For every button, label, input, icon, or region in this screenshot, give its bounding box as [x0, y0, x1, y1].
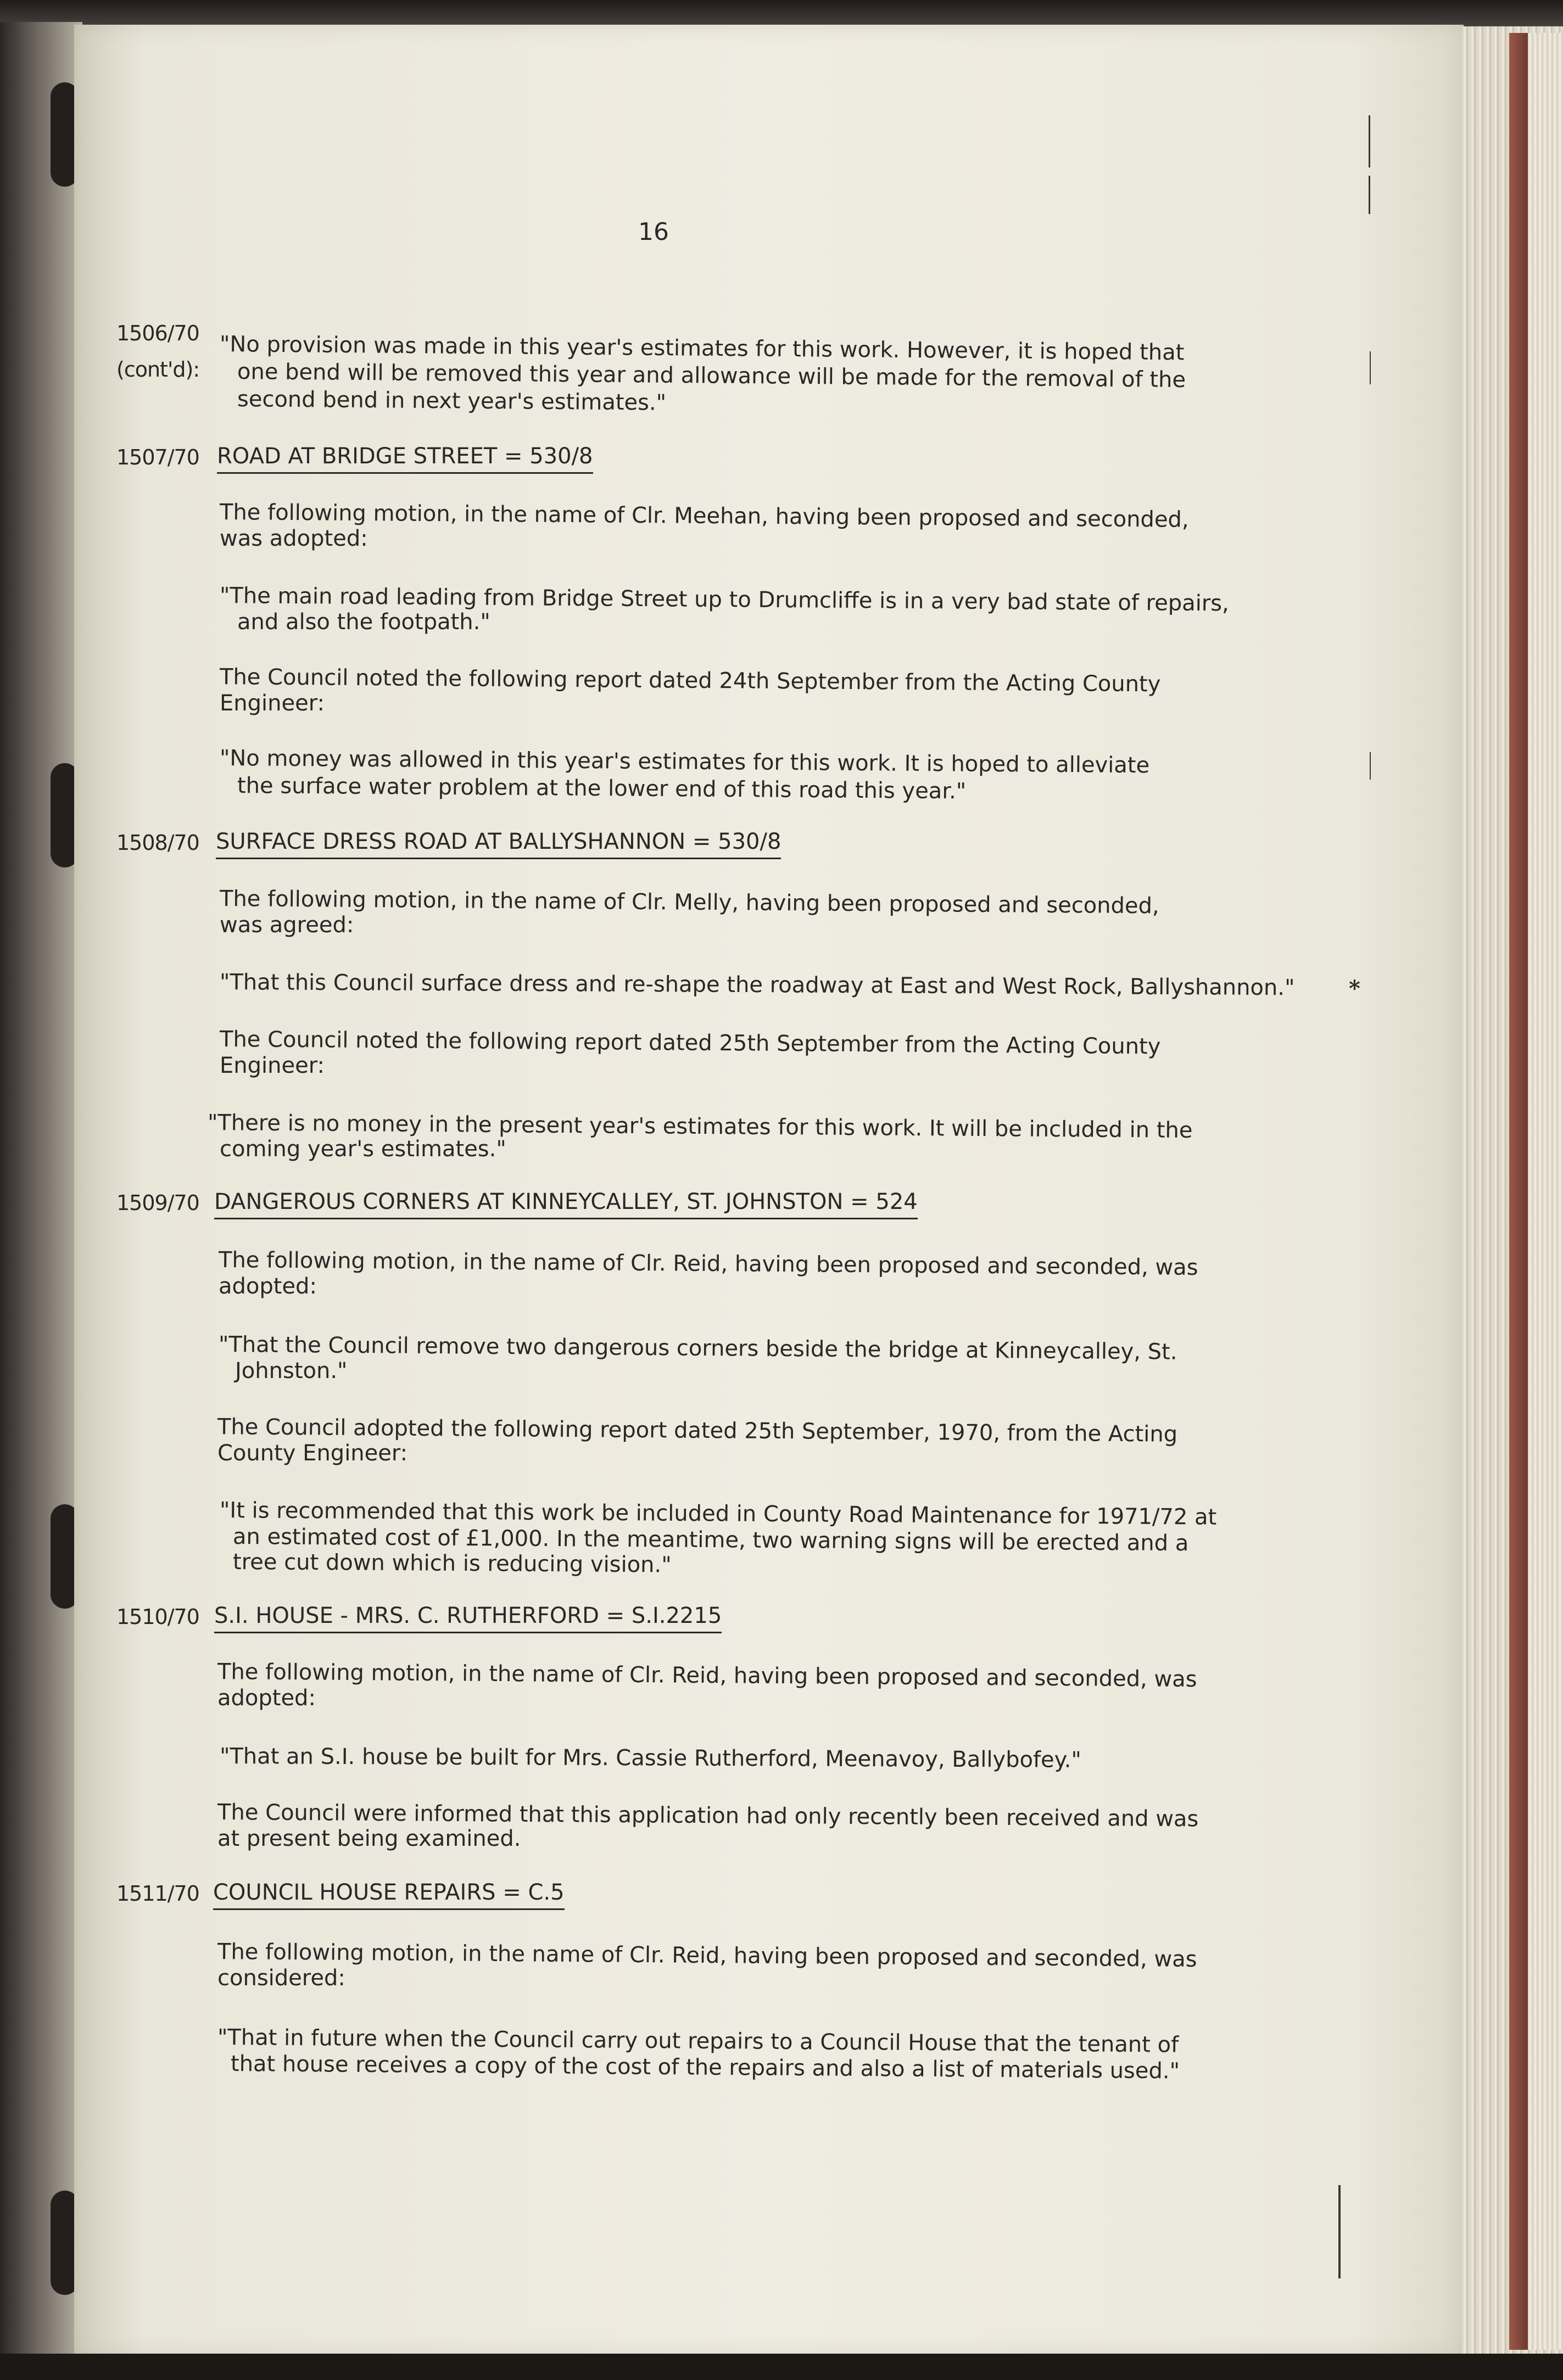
motion-line: adopted: [219, 1274, 317, 1299]
motion-line: considered: [217, 1965, 345, 1991]
quote-line: one bend will be removed this year and allowance will be made for the removal of the [237, 359, 1186, 393]
continued-label: (cont'd): [116, 357, 200, 382]
report-quote-line: an estimated cost of £1,000. In the meantime, two warning signs will be erected and a [232, 1524, 1189, 1556]
motion-line: The following motion, in the name of Clr. Meehan, having been proposed and seconded, [219, 500, 1189, 533]
margin-mark [1338, 2185, 1341, 2278]
item-heading: S.I. HOUSE - MRS. C. RUTHERFORD = S.I.2215 [214, 1602, 722, 1633]
report-line: The Council adopted the following report dated 25th September, 1970, from the Acting [217, 1414, 1178, 1447]
item-heading: COUNCIL HOUSE REPAIRS = C.5 [213, 1879, 565, 1910]
report-line: at present being examined. [217, 1826, 521, 1851]
report-line: The Council noted the following report dated 25th September from the Acting County [219, 1027, 1161, 1060]
report-line: Engineer: [220, 1053, 325, 1078]
item-number: 1509/70 [116, 1191, 199, 1215]
report-line: The Council noted the following report dated 24th September from the Acting County [219, 664, 1161, 697]
motion-quote-line: "The main road leading from Bridge Street up to Drumcliffe is in a very bad state of repairs, [219, 583, 1229, 617]
motion-line: The following motion, in the name of Clr. Reid, having been proposed and seconded, was [217, 1939, 1197, 1973]
motion-line: The following motion, in the name of Clr. Reid, having been proposed and seconded, was [217, 1659, 1197, 1693]
margin-note-mark: * [1349, 976, 1360, 1001]
motion-line: was agreed: [220, 912, 354, 938]
item-number: 1508/70 [116, 831, 199, 855]
motion-quote-line: and also the footpath." [237, 609, 490, 635]
item-heading: ROAD AT BRIDGE STREET = 530/8 [217, 443, 593, 474]
margin-mark [1369, 176, 1370, 214]
motion-quote-line: "That this Council surface dress and re-shape the roadway at East and West Rock, Ballyshannon." [219, 970, 1295, 1001]
item-number: 1510/70 [116, 1605, 199, 1629]
report-quote-line: "There is no money in the present year's estimates for this work. It will be included in the [207, 1110, 1193, 1144]
quote-line: second bend in next year's estimates." [237, 387, 667, 416]
motion-quote-line: "That an S.I. house be built for Mrs. Cassie Rutherford, Meenavoy, Ballybofey." [219, 1744, 1081, 1773]
item-heading: SURFACE DRESS ROAD AT BALLYSHANNON = 530/8 [216, 828, 781, 859]
motion-quote-line: Johnston." [235, 1358, 348, 1384]
report-line: The Council were informed that this application had only recently been received and was [217, 1800, 1199, 1832]
page-number: 16 [638, 218, 669, 246]
item-number: 1511/70 [116, 1881, 199, 1906]
motion-line: was adopted: [220, 526, 368, 551]
motion-line: adopted: [217, 1685, 316, 1711]
motion-line: The following motion, in the name of Clr. Reid, having been proposed and seconded, was [218, 1247, 1198, 1281]
item-number: 1507/70 [116, 445, 199, 469]
motion-quote-line: that house receives a copy of the cost of the repairs and also a list of materials used." [230, 2051, 1180, 2084]
report-quote-line: the surface water problem at the lower end of this road this year." [237, 773, 967, 804]
margin-mark [1369, 115, 1370, 167]
item-heading: DANGEROUS CORNERS AT KINNEYCALLEY, ST. JOHNSTON = 524 [214, 1188, 918, 1219]
report-line: County Engineer: [217, 1441, 408, 1466]
report-quote-line: "No money was allowed in this year's estimates for this work. It is hoped to alleviate [219, 746, 1150, 779]
quote-line: "No provision was made in this year's estimates for this work. However, it is hoped that [219, 332, 1185, 366]
motion-line: The following motion, in the name of Clr. Melly, having been proposed and seconded, [219, 886, 1159, 919]
report-line: Engineer: [220, 691, 325, 716]
margin-mark [1370, 351, 1371, 384]
report-quote-line: coming year's estimates." [220, 1136, 506, 1162]
margin-mark [1370, 752, 1371, 780]
motion-quote-line: "That the Council remove two dangerous corners beside the bridge at Kinneycalley, St. [218, 1332, 1177, 1365]
report-quote-line: "It is recommended that this work be included in County Road Maintenance for 1971/72 at [219, 1498, 1217, 1530]
item-number: 1506/70 [116, 321, 199, 345]
report-quote-line: tree cut down which is reducing vision." [232, 1549, 672, 1578]
motion-quote-line: "That in future when the Council carry out repairs to a Council House that the tenant of [217, 2025, 1179, 2058]
